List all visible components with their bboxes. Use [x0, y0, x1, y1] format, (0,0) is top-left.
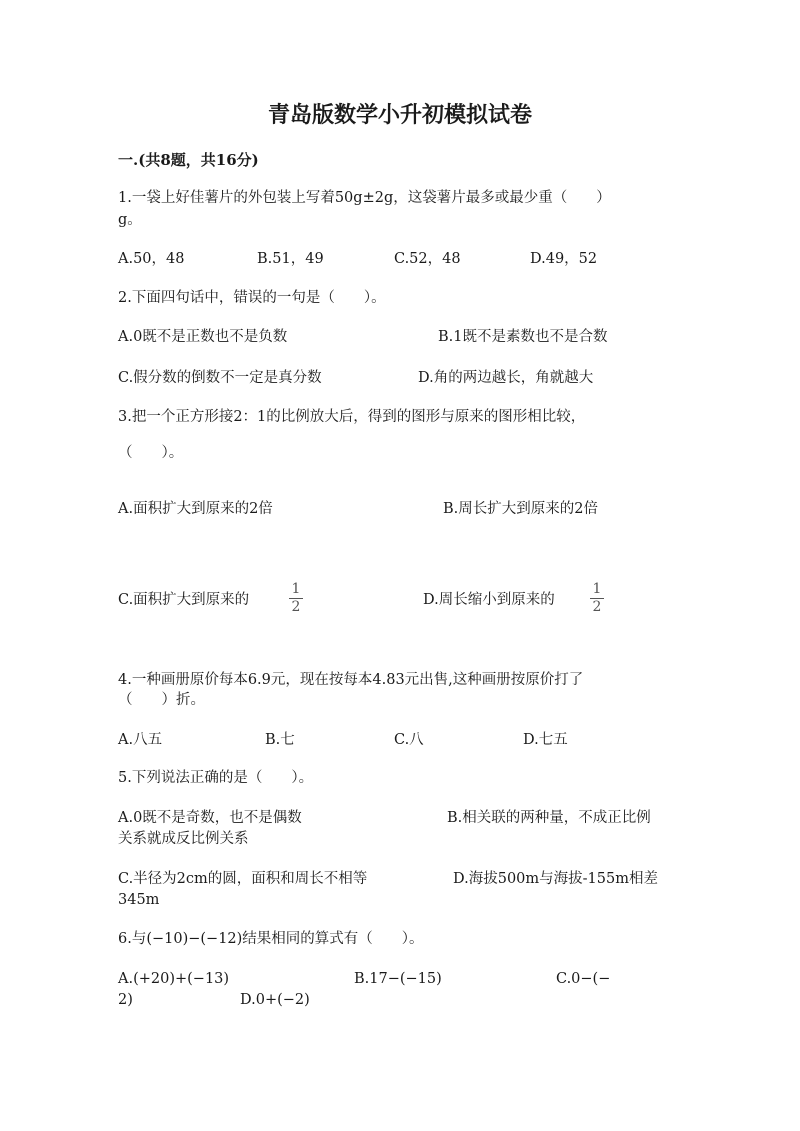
q4-option-b: B.七 [265, 732, 295, 748]
q2-option-b: B.1既不是素数也不是合数 [438, 329, 608, 345]
q6-option-a: A.(+20)+(−13) [118, 971, 230, 987]
exam-title: 青岛版数学小升初模拟试卷 [267, 102, 532, 128]
q6-option-c-line1: C.0−(− [556, 971, 611, 987]
q4-option-d: D.七五 [523, 732, 568, 748]
q6-option-d: D.0+(−2) [240, 992, 310, 1008]
q5-option-b-line2: 关系就成反比例关系 [118, 831, 249, 847]
q5-option-d-line1: D.海拔500m与海拔-155m相差 [453, 871, 658, 887]
q1-option-b: B.51，49 [257, 251, 324, 267]
q6-option-b: B.17−(−15) [354, 971, 442, 987]
q4-option-c: C.八 [394, 732, 424, 748]
q3-option-b: B.周长扩大到原来的2倍 [443, 501, 598, 517]
q3-option-a: A.面积扩大到原来的2倍 [118, 501, 273, 517]
q3-option-d-fraction [590, 582, 604, 615]
q3-stem-line1: 3.把一个正方形接2：1的比例放大后，得到的图形与原来的图形相比较， [118, 409, 586, 425]
q6-stem: 6.与(−10)−(−12)结果相同的算式有（ ）。 [118, 931, 424, 947]
q3-option-c: C.面积扩大到原来的 [118, 592, 250, 608]
q5-option-d-line2: 345m [118, 892, 160, 908]
q2-option-a: A.0既不是正数也不是负数 [118, 329, 288, 345]
q5-stem: 5.下列说法正确的是（ ）。 [118, 770, 314, 786]
q6-option-c-line2: 2) [118, 992, 133, 1008]
q5-option-a: A.0既不是奇数，也不是偶数 [118, 810, 302, 826]
fraction-numerator: 1 [592, 581, 602, 597]
q3-stem-line2: （ ）。 [118, 445, 184, 461]
q3-option-d: D.周长缩小到原来的 [423, 592, 555, 608]
q4-stem-line2: （ ）折。 [118, 692, 205, 708]
section-heading: 一.(共8题，共16分) [118, 151, 259, 169]
q2-option-d: D.角的两边越长，角就越大 [418, 370, 594, 386]
q5-option-c: C.半径为2cm的圆，面积和周长不相等 [118, 871, 368, 887]
q4-stem-line1: 4.一种画册原价每本6.9元，现在按每本4.83元出售,这种画册按原价打了 [118, 672, 584, 688]
fraction-denominator: 2 [291, 599, 301, 615]
q1-option-d: D.49，52 [530, 251, 598, 267]
q2-stem: 2.下面四句话中，错误的一句是（ ）。 [118, 290, 386, 306]
q4-option-a: A.八五 [118, 732, 163, 748]
fraction-numerator: 1 [291, 581, 301, 597]
q2-option-c: C.假分数的倒数不一定是真分数 [118, 370, 322, 386]
fraction-denominator: 2 [592, 599, 602, 615]
q1-stem-line2: g。 [118, 212, 142, 228]
q5-option-b-line1: B.相关联的两种量，不成正比例 [447, 810, 651, 826]
q1-option-a: A.50，48 [118, 251, 185, 267]
q3-option-c-fraction [289, 582, 303, 615]
q1-option-c: C.52，48 [394, 251, 461, 267]
q1-stem-line1: 1.一袋上好佳薯片的外包装上写着50g±2g，这袋薯片最多或最少重（ ） [118, 190, 611, 206]
